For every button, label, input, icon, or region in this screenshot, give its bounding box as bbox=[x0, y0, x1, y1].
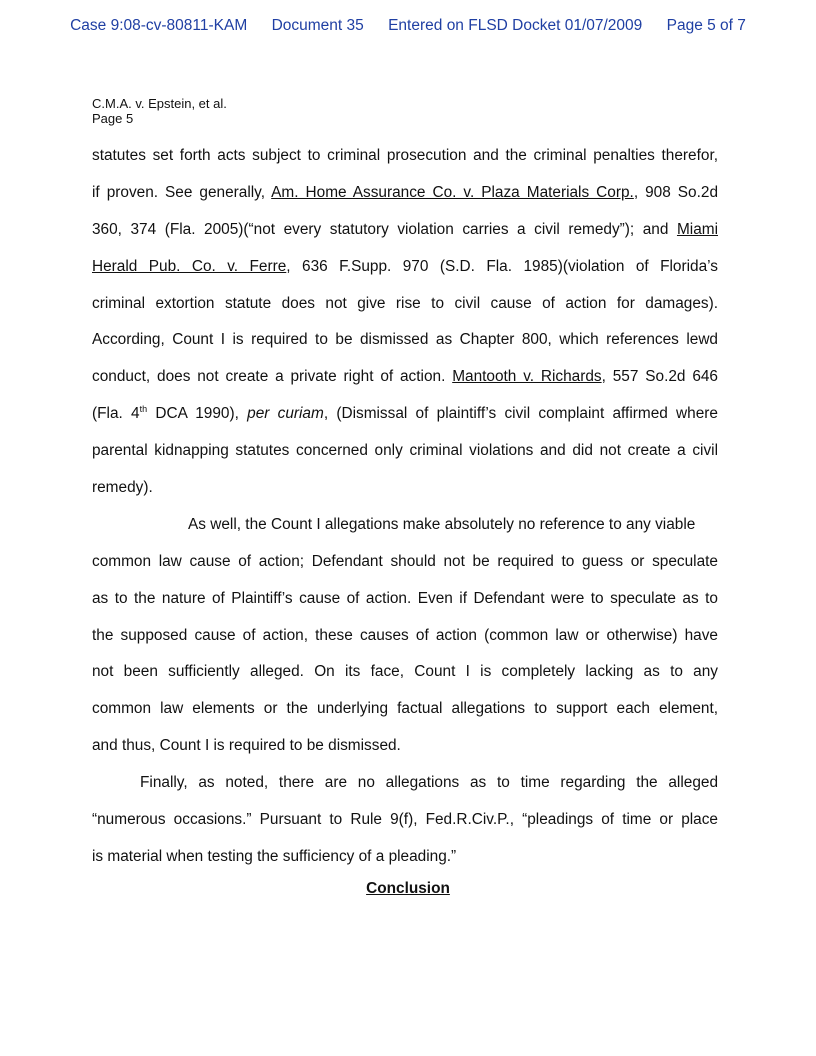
case-citation: Am. Home Assurance Co. v. Plaza Materials Corp. bbox=[271, 183, 634, 201]
text-span: , 557 So.2d 646 bbox=[601, 368, 718, 386]
document-number: Document 35 bbox=[271, 17, 364, 34]
text-line: is material when testing the sufficiency of a pleading.” bbox=[92, 847, 457, 865]
text-line: remedy). bbox=[92, 479, 153, 497]
text-line: as to the nature of Plaintiff’s cause of action. Even if Defendant were to speculate as to bbox=[92, 589, 718, 607]
caption-page: Page 5 bbox=[92, 111, 134, 126]
text-span: , (Dismissal of plaintiff’s civil complaint affirmed where bbox=[323, 405, 718, 423]
text-span: DCA 1990), bbox=[147, 405, 248, 423]
text-line: not been sufficiently alleged. On its face, Count I is completely lacking as to any bbox=[92, 663, 718, 681]
text-line: criminal extortion statute does not give rise to civil cause of action for damages). bbox=[92, 294, 718, 312]
text-line: common law cause of action; Defendant should not be required to guess or speculate bbox=[92, 552, 718, 570]
case-citation: Miami bbox=[676, 220, 718, 238]
text-line: statutes set forth acts subject to criminal prosecution and the criminal penalties therefor, bbox=[92, 147, 718, 164]
case-citation: Herald Pub. Co. v. Ferre bbox=[92, 257, 287, 275]
superscript: th bbox=[139, 404, 148, 415]
text-line bbox=[92, 175, 718, 212]
text-line: the supposed cause of action, these causes of action (common law or otherwise) have bbox=[92, 626, 718, 644]
text-line bbox=[92, 396, 718, 433]
italic-term: per curiam bbox=[247, 405, 324, 423]
text-line bbox=[92, 249, 718, 286]
text-span: if proven. See generally, bbox=[92, 183, 272, 201]
paragraph-start-line: Finally, as noted, there are no allegations as to time regarding the alleged bbox=[140, 774, 718, 792]
page-count: Page 5 of 7 bbox=[666, 17, 746, 34]
caption-title: C.M.A. v. Epstein, et al. bbox=[92, 96, 227, 111]
case-number: Case 9:08-cv-80811-KAM bbox=[70, 17, 248, 34]
text-line: “numerous occasions.” Pursuant to Rule 9(f), Fed.R.Civ.P., “pleadings of time or place bbox=[92, 811, 718, 829]
text-line: parental kidnapping statutes concerned only criminal violations and did not create a civil bbox=[92, 442, 718, 460]
text-line bbox=[92, 212, 718, 249]
case-caption bbox=[92, 96, 227, 126]
docket-entry-date: Entered on FLSD Docket 01/07/2009 bbox=[388, 17, 643, 34]
text-span: (Fla. 4 bbox=[92, 405, 140, 423]
case-citation: Mantooth v. Richards bbox=[452, 368, 602, 386]
text-line: common law elements or the underlying factual allegations to support each element, bbox=[92, 700, 718, 718]
text-line bbox=[92, 359, 718, 396]
document-body bbox=[92, 138, 718, 876]
section-heading: Conclusion bbox=[366, 880, 450, 897]
text-line: According, Count I is required to be dismissed as Chapter 800, which references lewd bbox=[92, 331, 718, 349]
text-line: and thus, Count I is required to be dismissed. bbox=[92, 737, 401, 755]
paragraph-start-line: As well, the Count I allegations make absolutely no reference to any viable bbox=[188, 515, 696, 533]
text-span: , 908 So.2d bbox=[633, 183, 718, 201]
text-span: conduct, does not create a private right of action. bbox=[92, 368, 453, 386]
docket-header bbox=[0, 17, 816, 35]
text-span: 360, 374 (Fla. 2005)(“not every statutory violation carries a civil remedy”); and bbox=[92, 220, 677, 238]
text-span: , 636 F.Supp. 970 (S.D. Fla. 1985)(violation of Florida’s bbox=[286, 257, 718, 275]
